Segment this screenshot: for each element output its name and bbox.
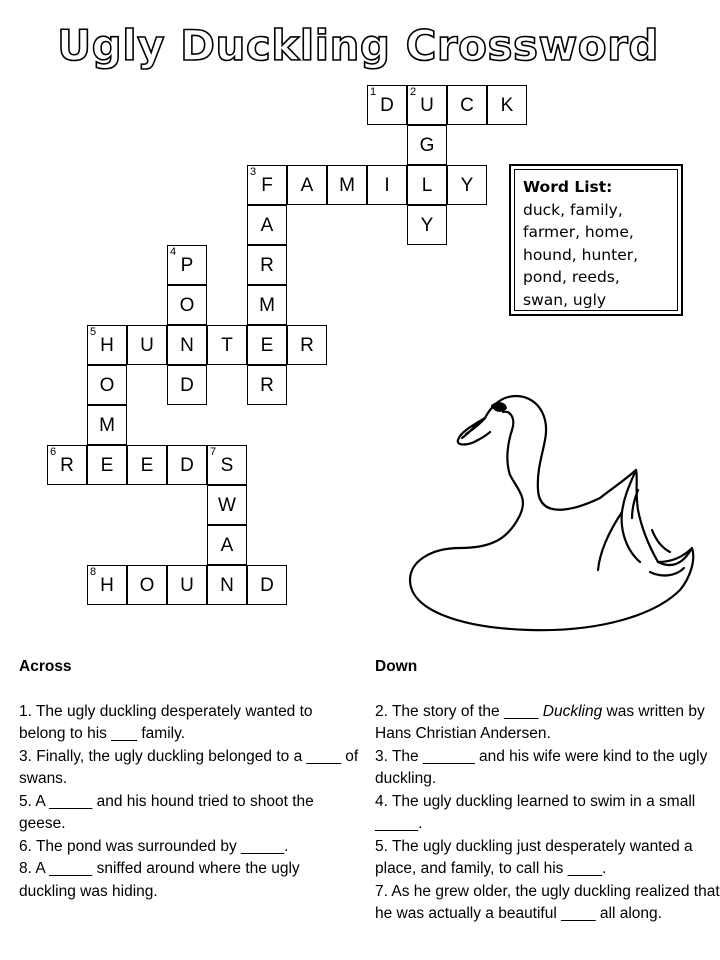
grid-cell[interactable] [207,325,247,365]
swan-neck [458,396,600,510]
down-clue: 4. The ugly duckling learned to swim in a small _____. [375,792,696,832]
cell-letter: E [140,455,154,476]
grid-cell[interactable] [87,365,127,405]
grid-cell[interactable] [167,365,207,405]
cell-letter: D [180,455,194,476]
down-clue-text: was written by Hans Christian Andersen. [375,702,705,742]
cell-letter: U [140,335,154,356]
across-clue: 1. The ugly duckling desperately wanted to belong to his ___ family. [19,702,313,742]
cell-letter: D [180,375,194,396]
word-list-line: swan, ugly [523,290,607,309]
grid-cell[interactable] [167,445,207,485]
word-list-line: duck, family, [523,200,623,219]
cell-letter: P [180,255,194,276]
grid-cell[interactable] [87,445,127,485]
cell-letter: O [99,375,115,396]
word-list-line: pond, reeds, [523,268,620,286]
cell-letter: A [220,535,234,556]
down-clue: 7. As he grew older, the ugly duckling realized that he was actually a beautiful ____ all along. [375,882,720,922]
grid-cell[interactable] [207,445,247,485]
grid-cell[interactable] [127,325,167,365]
cell-letter: R [60,455,74,476]
cell-letter: H [100,335,114,356]
cell-letter: F [261,175,273,196]
cell-letter: L [421,175,433,196]
cell-letter: R [260,375,274,396]
clue-number: 4 [170,246,177,258]
grid-cell[interactable] [127,565,167,605]
grid-cell[interactable] [247,245,287,285]
cell-letter: O [139,575,155,596]
cell-letter: M [259,295,275,316]
cell-letter: C [460,95,474,116]
cell-letter: I [384,175,390,196]
cell-letter: Y [460,175,474,196]
cell-letter: R [260,255,274,276]
cell-letter: D [260,575,274,596]
word-list-line: farmer, home, [523,223,634,241]
down-clues [375,656,720,926]
grid-cell[interactable] [47,445,87,485]
across-clue: 5. A _____ and his hound tried to shoot the geese. [19,792,314,832]
down-heading: Down [375,658,418,675]
word-list-box [509,164,683,316]
word-list-line: hound, hunter, [523,245,639,264]
grid-cell[interactable] [87,325,127,365]
clue-number: 1 [370,86,377,98]
down-clue-italic: Duckling [542,702,603,720]
clue-number: 7 [210,446,217,458]
grid-cell[interactable] [287,165,327,205]
clue-number: 5 [90,326,97,338]
grid-cell[interactable] [407,125,447,165]
grid-cell[interactable] [247,285,287,325]
cell-letter: E [260,335,274,356]
cell-letter: W [218,495,236,516]
clue-number: 8 [90,566,97,578]
grid-cell[interactable] [247,365,287,405]
grid-cell[interactable] [247,565,287,605]
clue-number: 2 [410,86,417,98]
cell-letter: G [419,135,435,156]
grid-cell[interactable] [247,205,287,245]
swan-neck-inner [503,412,513,475]
grid-cell[interactable] [327,165,367,205]
grid-cell[interactable] [367,85,407,125]
swan-eye [492,403,506,411]
down-clue-text: 2. The story of the ____ [375,702,543,720]
across-clue: 8. A _____ sniffed around where the ugly duckling was hiding. [19,860,300,900]
cell-letter: U [420,95,434,116]
grid-cell[interactable] [247,165,287,205]
grid-cell[interactable] [367,165,407,205]
cell-letter: H [100,575,114,596]
grid-cell[interactable] [407,205,447,245]
grid-cell[interactable] [167,325,207,365]
cell-letter: D [380,95,394,116]
word-list-heading: Word List: [523,178,613,196]
grid-cell[interactable] [487,85,527,125]
grid-cell[interactable] [167,285,207,325]
page-title-text: Ugly Duckling Crossword [57,21,659,70]
grid-cell[interactable] [407,85,447,125]
down-clue [375,701,720,746]
cell-letter: Y [420,215,434,236]
grid-cell[interactable] [87,405,127,445]
across-heading: Across [19,658,72,675]
cell-letter: K [500,95,514,116]
grid-cell[interactable] [207,565,247,605]
grid-cell[interactable] [407,165,447,205]
cell-letter: M [339,175,355,196]
cell-letter: E [100,455,114,476]
swan-beak [462,418,485,438]
across-clue: 3. Finally, the ugly duckling belonged to a ____ of swans. [19,747,359,787]
swan-body [410,470,693,630]
cell-letter: A [260,215,274,236]
down-clue: 5. The ugly duckling just desperately wanted a place, and family, to call his ____. [375,837,693,877]
cell-letter: U [180,575,194,596]
grid-cell[interactable] [87,565,127,605]
cell-letter: N [180,335,194,356]
cell-letter: O [179,295,195,316]
cell-letter: M [99,415,115,436]
grid-cell[interactable] [127,445,167,485]
across-clues [19,656,359,903]
cell-letter: A [300,175,314,196]
grid-cell[interactable] [287,325,327,365]
grid-cell[interactable] [447,85,487,125]
grid-cell[interactable] [167,565,207,605]
grid-cell[interactable] [447,165,487,205]
cell-letter: R [300,335,314,356]
down-clue: 3. The ______ and his wife were kind to the ugly duckling. [375,747,708,787]
cell-letter: N [220,575,234,596]
grid-cell[interactable] [207,485,247,525]
swan-illustration [400,380,700,640]
clue-number: 6 [50,446,57,458]
across-clue: 6. The pond was surrounded by _____. [19,837,289,855]
grid-cell[interactable] [167,245,207,285]
cell-letter: T [221,335,233,356]
cell-letter: S [220,455,234,476]
grid-cell[interactable] [247,325,287,365]
grid-cell[interactable] [207,525,247,565]
clue-number: 3 [250,166,257,178]
swan-wing [598,470,670,570]
